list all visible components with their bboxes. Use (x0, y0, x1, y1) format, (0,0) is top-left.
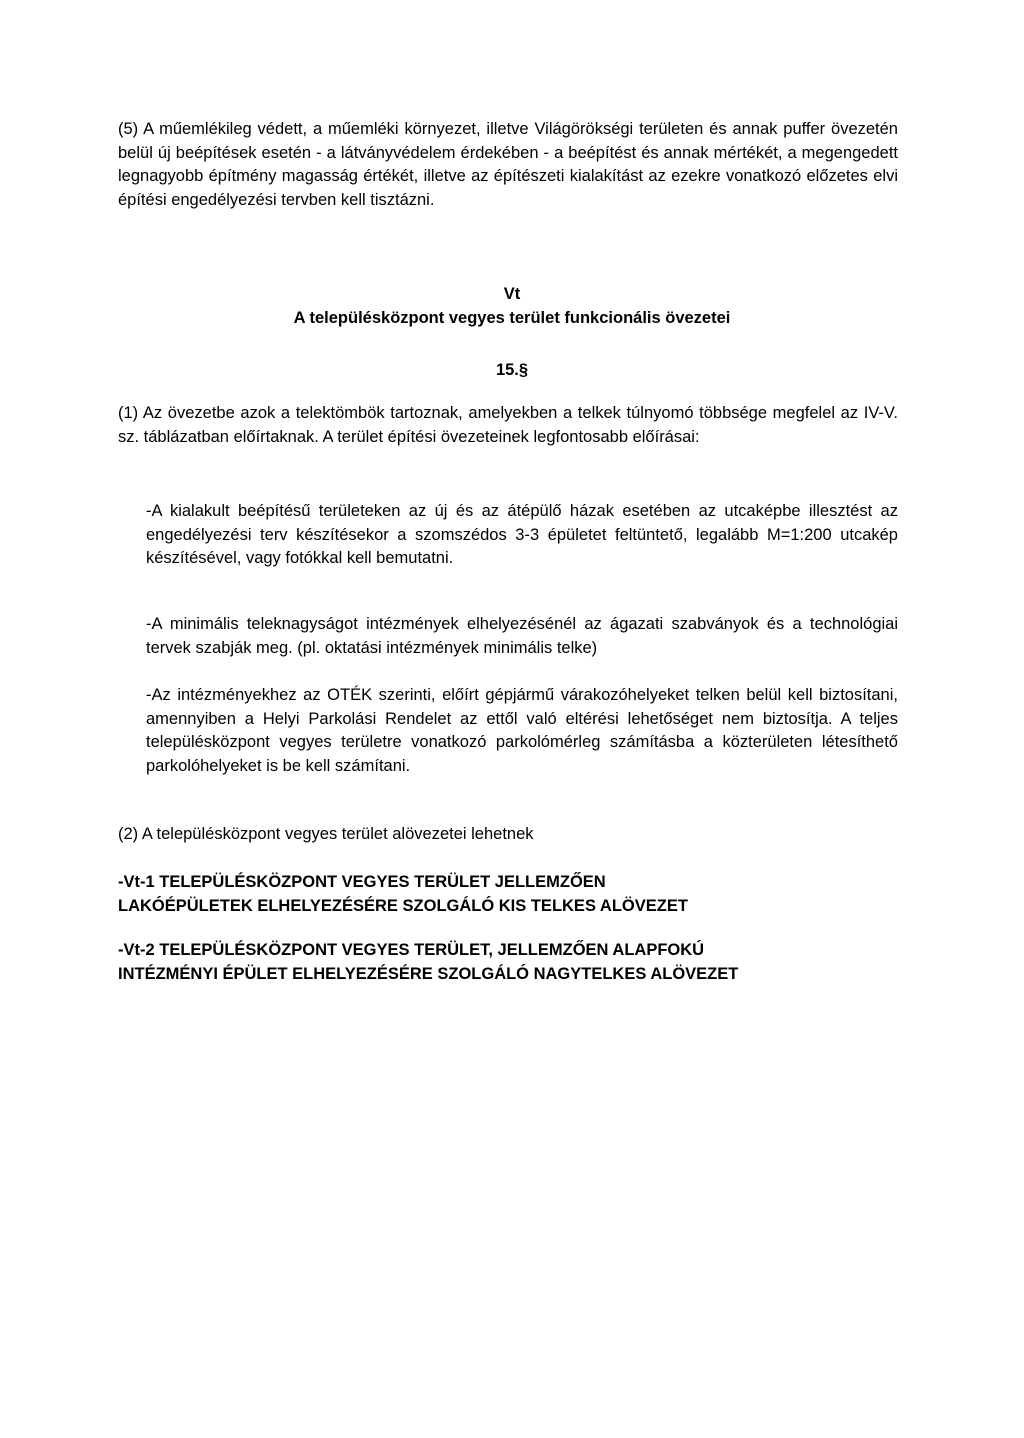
subzone-vt1-line2: LAKÓÉPÜLETEK ELHELYEZÉSÉRE SZOLGÁLÓ KIS TELKES ALÖVEZET (118, 896, 688, 915)
section-number: 15.§ (495, 361, 529, 379)
bullet-streetscape: -A kialakult beépítésű területeken az új és az átépülő házak esetében az utcaképbe illesztést az engedélyezési terv készítésekor a szomszédos 3-3 épületet feltüntető, legalább M=1:200 utcakép készítésével, vagy fotókkal kell bemutatni. (146, 502, 898, 568)
subzone-vt2-line1: -Vt-2 TELEPÜLÉSKÖZPONT VEGYES TERÜLET, JELLEMZŐEN ALAPFOKÚ (118, 941, 705, 959)
subzone-vt1 (118, 871, 898, 918)
paragraph-5: (5) A műemlékileg védett, a műemléki környezet, illetve Világörökségi területen és annak puffer övezetén belül új beépítések esetén - a látványvédelem érdekében - a beépítést és annak mértékét, a megengedett legnagyobb építmény magasság értékét, illetve az építészeti kialakítást az ezekre vonatkozó előzetes elvi építési engedélyezési tervben kell tisztázni. (118, 120, 898, 209)
heading-code: Vt (503, 285, 521, 303)
subzone-vt1-line1: -Vt-1 TELEPÜLÉSKÖZPONT VEGYES TERÜLET JELLEMZŐEN (118, 873, 606, 891)
subzone-vt2-line2: INTÉZMÉNYI ÉPÜLET ELHELYEZÉSÉRE SZOLGÁLÓ NAGYTELKES ALÖVEZET (118, 964, 739, 983)
heading-title: A településközpont vegyes terület funkcionális övezetei (293, 309, 731, 327)
subzone-vt2 (118, 939, 898, 986)
paragraph-1: (1) Az övezetbe azok a telektömbök tartoznak, amelyekben a telkek túlnyomó többsége megfelel az IV-V. sz. táblázatban előírtaknak. A terület építési övezeteinek legfontosabb előírásai: (118, 404, 898, 446)
bullet-parking: -Az intézményekhez az OTÉK szerinti, előírt gépjármű várakozóhelyeket telken belül kell biztosítani, amennyiben a Helyi Parkolási Rendelet az ettől való eltérési lehetőséget nem biztosítja. A teljes településközpont vegyes területre vonatkozó parkolómérleg számításba a közterületen létesíthető parkolóhelyeket is be kell számítani. (146, 686, 898, 775)
bullet-min-plot-size: -A minimális teleknagyságot intézmények elhelyezésénél az ágazati szabványok és a technológiai tervek szabják meg. (pl. oktatási intézmények minimális telke) (146, 615, 898, 657)
paragraph-2: (2) A településközpont vegyes terület alövezetei lehetnek (118, 825, 534, 843)
